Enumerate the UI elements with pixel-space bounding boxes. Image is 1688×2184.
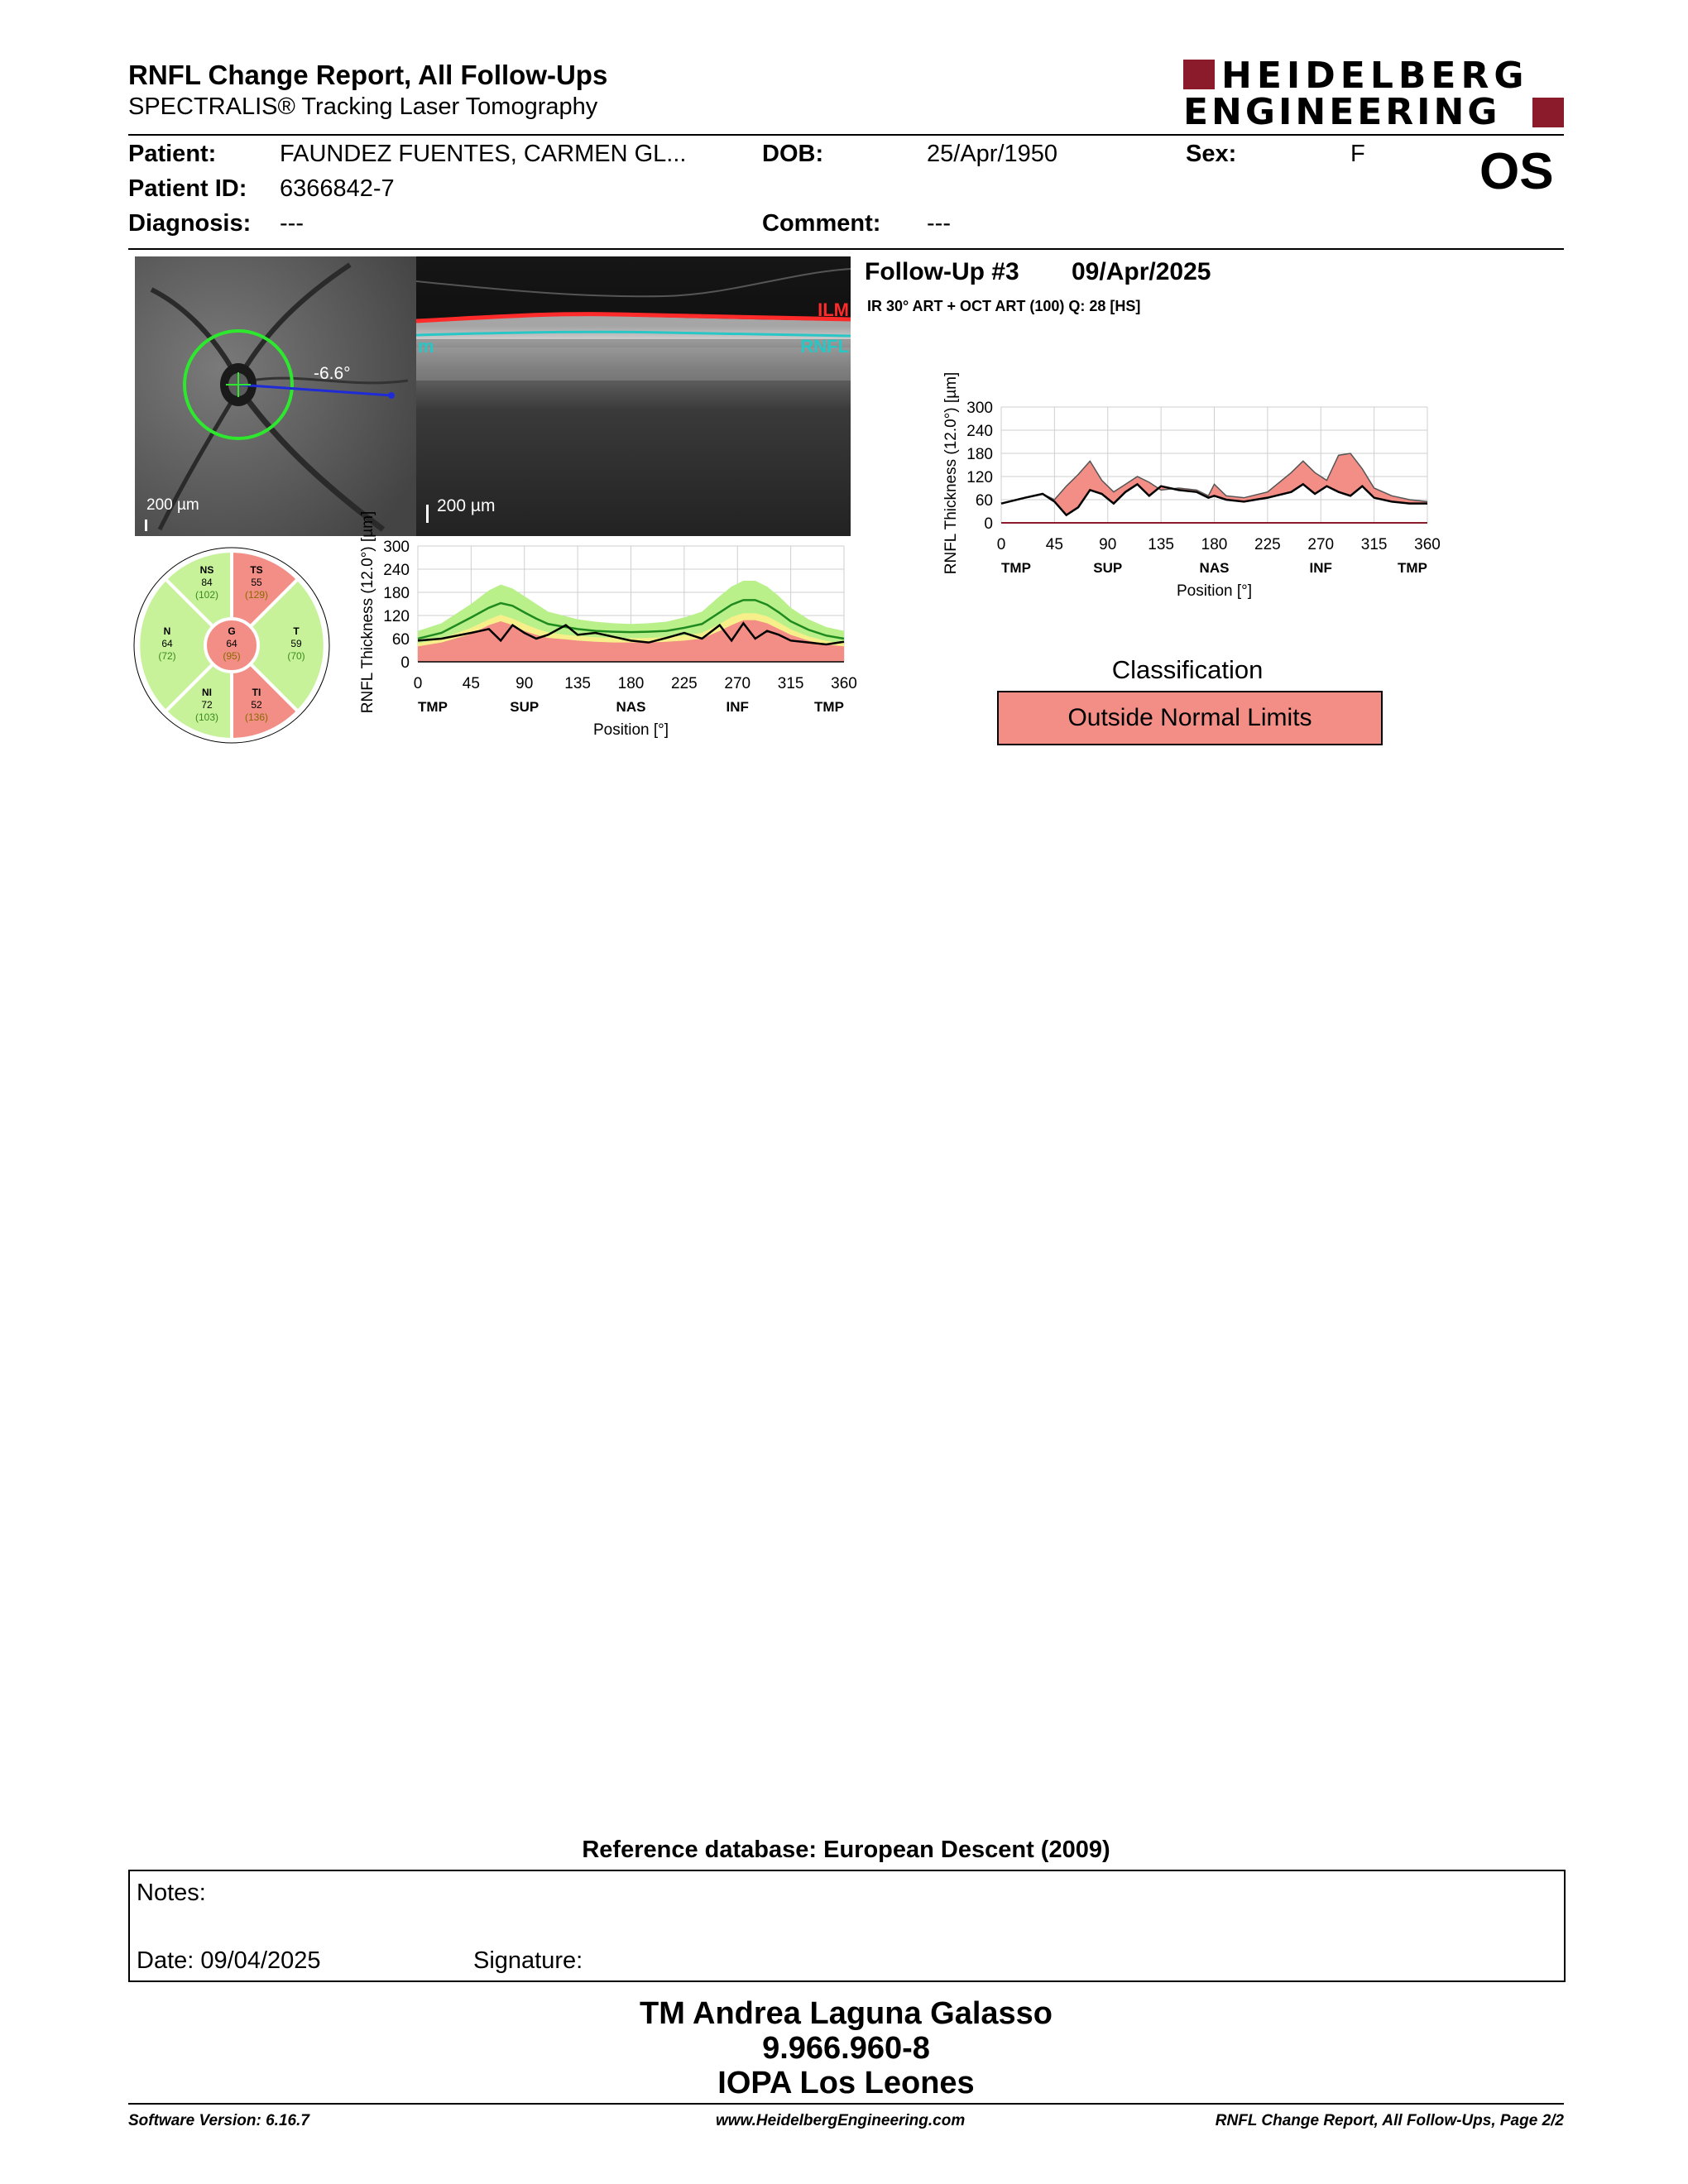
region-label: SUP: [1093, 560, 1123, 576]
date-label: Date: 09/04/2025: [137, 1947, 321, 1974]
rnfl-profile-chart: [339, 510, 857, 761]
y-tick-label: 240: [383, 562, 410, 579]
classification-result: Outside Normal Limits: [997, 691, 1383, 745]
y-axis-label: RNFL Thickness (12.0°) [µm]: [359, 510, 376, 714]
oct-svg: [416, 256, 851, 536]
region-label: SUP: [510, 699, 539, 715]
y-tick-label: 0: [400, 654, 410, 672]
x-tick-label: 270: [1307, 536, 1335, 553]
logo-line2: ENGINEERING: [1183, 91, 1501, 133]
sector-t: T 59 (70): [287, 625, 305, 662]
signature-institution: IOPA Los Leones: [717, 2066, 975, 2100]
oct-scale-label: 200 µm: [437, 496, 496, 515]
software-version: Software Version: 6.16.7: [128, 2112, 309, 2129]
y-axis-label: RNFL Thickness (12.0°) [µm]: [942, 371, 960, 575]
signature-label: Signature:: [473, 1947, 583, 1974]
x-tick-label: 0: [996, 536, 1006, 553]
dob-label: DOB:: [762, 141, 824, 167]
y-tick-label: 120: [383, 608, 410, 625]
region-label: TMP: [1398, 560, 1427, 576]
fundus-scale-label: 200 µm: [146, 496, 199, 514]
rnfl-change-chart: [923, 371, 1452, 620]
y-tick-label: 120: [966, 469, 993, 486]
notes-box[interactable]: [128, 1870, 1566, 1982]
x-axis-label: Position [°]: [1176, 582, 1253, 600]
sector-ni: NI 72 (103): [194, 687, 218, 723]
patient-id-value: 6366842-7: [280, 175, 395, 202]
logo-line1: HEIDELBERG: [1221, 55, 1529, 97]
region-label: TMP: [814, 699, 844, 715]
followup-date: 09/Apr/2025: [1072, 258, 1211, 285]
diagnosis-label: Diagnosis:: [128, 210, 252, 237]
classification-title: Classification: [1111, 655, 1264, 684]
sector-g: G 64 (95): [223, 625, 241, 662]
y-tick-label: 300: [383, 539, 410, 556]
ilm-label: ILM: [818, 299, 849, 320]
rnfl-profile-svg: [339, 510, 857, 761]
y-tick-label: 0: [984, 515, 993, 533]
x-tick-label: 45: [1045, 536, 1063, 553]
notes-label: Notes:: [137, 1880, 206, 1906]
x-tick-label: 270: [724, 675, 751, 692]
heidelberg-logo: [1183, 55, 1564, 133]
sex-value: F: [1350, 141, 1365, 167]
x-tick-label: 135: [564, 675, 591, 692]
x-tick-label: 315: [777, 675, 804, 692]
dob-value: 25/Apr/1950: [927, 141, 1058, 167]
sex-label: Sex:: [1186, 141, 1237, 167]
rnfl-change-svg: [923, 371, 1452, 620]
region-label: INF: [1309, 560, 1332, 576]
x-tick-label: 225: [671, 675, 698, 692]
region-label: TMP: [1001, 560, 1031, 576]
patient-label: Patient:: [128, 141, 217, 167]
reference-database: Reference database: European Descent (2009): [582, 1837, 1110, 1863]
sector-ns: NS 84 (102): [194, 564, 218, 601]
signature-id: 9.966.960-8: [762, 2031, 930, 2066]
region-label: INF: [726, 699, 749, 715]
y-tick-label: 180: [966, 446, 993, 463]
y-tick-label: 300: [966, 400, 993, 417]
x-tick-label: 45: [462, 675, 480, 692]
x-axis-label: Position [°]: [592, 721, 669, 739]
sector-ti: TI 52 (136): [244, 687, 268, 723]
diagnosis-value: ---: [280, 210, 304, 237]
fundus-angle-label: -6.6°: [314, 364, 351, 383]
sector-chart: [132, 546, 331, 745]
rnfl-label: RNFL: [800, 336, 849, 357]
region-label: NAS: [616, 699, 646, 715]
report-subtitle: SPECTRALIS® Tracking Laser Tomography: [128, 93, 598, 120]
fundus-image: [135, 256, 416, 536]
oct-bscan: [416, 256, 851, 536]
x-tick-label: 90: [1099, 536, 1117, 553]
followup-title: Follow-Up #3: [865, 258, 1019, 285]
x-tick-label: 360: [1414, 536, 1441, 553]
y-tick-label: 180: [383, 585, 410, 602]
x-tick-label: 225: [1254, 536, 1281, 553]
eye-indicator: OS: [1479, 143, 1554, 200]
x-tick-label: 315: [1360, 536, 1388, 553]
comment-value: ---: [927, 210, 951, 237]
y-tick-label: 240: [966, 423, 993, 440]
sector-ts: TS 55 (129): [244, 564, 268, 601]
website-link[interactable]: www.HeidelbergEngineering.com: [716, 2112, 966, 2129]
page-number: RNFL Change Report, All Follow-Ups, Page 2/2: [1215, 2112, 1564, 2129]
sector-n: N 64 (72): [158, 625, 176, 662]
region-label: NAS: [1199, 560, 1230, 576]
m-label: m: [418, 336, 434, 357]
y-tick-label: 60: [391, 631, 410, 649]
patient-name: FAUNDEZ FUENTES, CARMEN GL...: [280, 141, 687, 167]
x-tick-label: 180: [617, 675, 645, 692]
report-title: RNFL Change Report, All Follow-Ups: [128, 60, 608, 90]
region-label: TMP: [418, 699, 448, 715]
x-tick-label: 180: [1201, 536, 1228, 553]
signature-block: [128, 1996, 1564, 2100]
comment-label: Comment:: [762, 210, 881, 237]
scan-info: IR 30° ART + OCT ART (100) Q: 28 [HS]: [867, 298, 1141, 314]
x-tick-label: 135: [1148, 536, 1174, 553]
x-tick-label: 0: [413, 675, 423, 692]
fundus-svg: [135, 256, 416, 536]
x-tick-label: 360: [831, 675, 857, 692]
y-tick-label: 60: [975, 492, 993, 510]
patient-id-label: Patient ID:: [128, 175, 247, 202]
x-tick-label: 90: [516, 675, 534, 692]
signature-name: TM Andrea Laguna Galasso: [639, 1996, 1053, 2031]
